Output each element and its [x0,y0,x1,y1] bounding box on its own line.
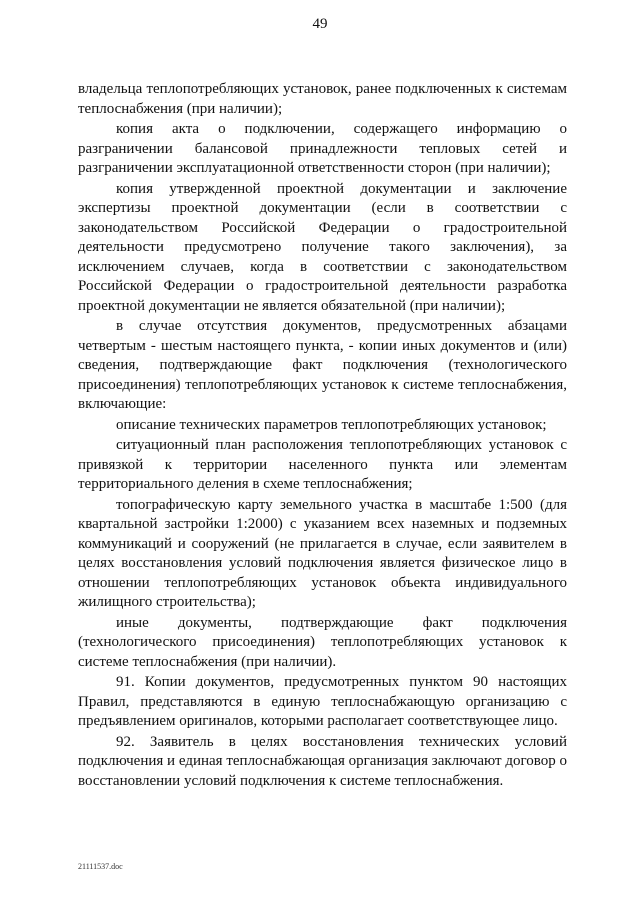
paragraph: иные документы, подтверждающие факт подключения (технологического присоединения) теплопотребляющих установок к системе теплоснабжения (при наличии). [78,614,567,670]
paragraph: копия акта о подключении, содержащего информацию о разграничении балансовой принадлежности тепловых сетей и разграничении эксплуатационной ответственности сторон (при наличии); [78,121,567,176]
paragraph: в случае отсутствия документов, предусмотренных абзацами четвертым - шестым настоящего пункта, - копии иных документов и (или) сведения, подтверждающие факт подключения (технологического присоединения) теплопотребляющих установок к системе теплоснабжения, включающие: [78,318,567,412]
document-body [78,80,567,792]
paragraph: ситуационный план расположения теплопотребляющих установок с привязкой к территории населенного пункта или элементам территориального деления в схеме теплоснабжения; [78,437,567,492]
paragraph: 91. Копии документов, предусмотренных пунктом 90 настоящих Правил, представляются в единую теплоснабжающую организацию с предъявлением оригиналов, которыми располагает соответствующее лицо. [78,674,567,729]
paragraph: описание технических параметров теплопотребляющих установок; [116,416,547,433]
footer-filename: 21111537.doc [78,862,123,871]
paragraph: владельца теплопотребляющих установок, ранее подключенных к системам теплоснабжения (при наличии); [78,81,567,117]
paragraph: 92. Заявитель в целях восстановления технических условий подключения и единая теплоснабжающая организация заключают договор о восстановлении условий подключения к системе теплоснабжения. [78,733,567,789]
paragraph: копия утвержденной проектной документации и заключение экспертизы проектной документации (если в соответствии с законодательством Российской Федерации о градостроительной деятельности предусмотрено получение такого заключения), за исключением случаев, когда в соответствии с законодательством Российской Федерации о градостроительной деятельности разработка проектной документации не является обязательной (при наличии); [78,180,567,314]
paragraph: топографическую карту земельного участка в масштабе 1:500 (для квартальной застройки 1:2000) с указанием всех наземных и подземных коммуникаций и сооружений (не прилагается в случае, если заявителем в целях восстановления условий подключения является физическое лицо в отношении теплопотребляющих установок объекта индивидуального жилищного строительства); [78,496,567,610]
page-number: 49 [312,16,328,32]
